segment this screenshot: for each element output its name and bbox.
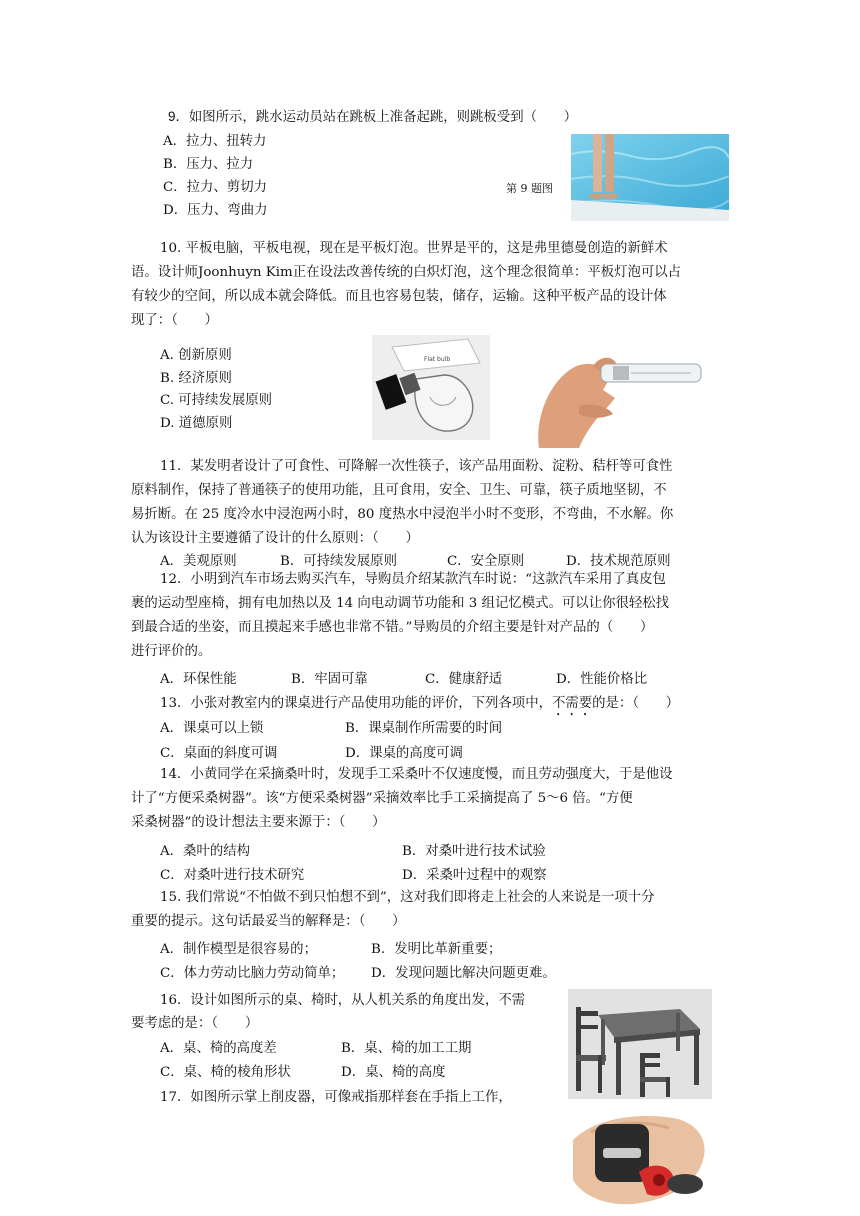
q12-stem: 12．小明到汽车市场去购买汽车，导购员介绍某款汽车时说：“这款汽车采用了真皮包 裹的运动型座椅，拥有电加热以及 14 向电动调节功能和 3 组记忆模式。可以让你很轻松找 到最合适的坐姿，而且摸起来手感也非常不错。”导购员的介绍主要是针对产品的（ ） 进行评价的。 [131, 572, 670, 659]
q9-option-b: B．压力、拉力 [163, 157, 254, 172]
q13-stem: 13．小张对教室内的课桌进行产品使用功能的评价，下列各项中，不需要的是：（ ） [160, 696, 680, 711]
q14-option-a: A．桑叶的结构 [160, 844, 251, 859]
q13-option-b: B．课桌制作所需要的时间 [345, 721, 503, 736]
q9-option-a: A．拉力、扭转力 [163, 134, 267, 149]
q15-stem: 15. 我们常说“不怕做不到只怕想不到”，这对我们即将走上社会的人来说是一项十分 重要的提示。这句话最妥当的解释是：（ ） [131, 890, 655, 929]
flat-bulb-box-label: Flat bulb [424, 356, 451, 363]
q11-option-d: D．技术规范原则 [566, 554, 671, 569]
q13-option-a: A．课桌可以上锁 [160, 721, 264, 736]
q9-figure-caption: 第 9 题图 [506, 182, 553, 195]
q15-option-d: D．发现问题比解决问题更难。 [371, 966, 556, 981]
q9-option-c: C．拉力、剪切力 [163, 180, 267, 195]
q12-option-d: D．性能价格比 [556, 672, 648, 687]
q10-option-a: A. 创新原则 [160, 348, 232, 363]
q14-option-d: D．采桑叶过程中的观察 [402, 868, 547, 883]
q15-option-b: B．发明比革新重要； [371, 942, 502, 957]
q16-option-c: C．桌、椅的棱角形状 [160, 1065, 291, 1080]
q16-option-a: A．桌、椅的高度差 [160, 1041, 277, 1056]
palm-peeler-photo [573, 1100, 711, 1212]
hand-holding-flat-bulb-photo [531, 336, 707, 448]
q14-option-c: C．对桑叶进行技术研究 [160, 868, 305, 883]
q16-option-d: D．桌、椅的高度 [341, 1065, 446, 1080]
q10-option-c: C. 可持续发展原则 [160, 393, 273, 408]
q10-option-d: D. 道德原则 [160, 416, 233, 431]
q11-stem: 11．某发明者设计了可食性、可降解一次性筷子，该产品用面粉、淀粉、秸杆等可食性 原料制作，保持了普通筷子的使用功能，且可食用，安全、卫生、可靠，筷子质地坚韧，不 易折断。在 25 度冷水中浸泡两小时，80 度热水中浸泡半小时不变形，不弯曲，不水解。你 认为该设计主要遵循了设计的什么原则：（ ） [131, 459, 674, 546]
q9-stem: 9．如图所示，跳水运动员站在跳板上准备起跳，则跳板受到（ ） [168, 109, 578, 125]
q17-stem-line1: 17．如图所示掌上削皮器，可像戒指那样套在手指上工作， [160, 1090, 512, 1105]
q16-stem-line1: 16．设计如图所示的桌、椅时，从人机关系的角度出发，不需 [160, 993, 526, 1008]
q14-stem: 14．小黄同学在采摘桑叶时，发现手工采桑叶不仅速度慢，而且劳动强度大，于是他设 计了“方便采桑树器”。该“方便采桑树器”采摘效率比手工采摘提高了 5～6 倍。“方便 采桑树器”的设计想法主要来源于：（ ） [131, 767, 673, 830]
q13-emphasis: 不需要 [551, 696, 593, 711]
q12-option-c: C．健康舒适 [425, 672, 503, 687]
diving-board-photo [571, 134, 729, 221]
flat-bulb-package-photo [372, 335, 490, 440]
q13-option-d: D．课桌的高度可调 [345, 746, 463, 761]
q14-option-b: B．对桑叶进行技术试验 [402, 844, 546, 859]
q12-option-a: A．环保性能 [160, 672, 237, 687]
q16-option-b: B．桌、椅的加工工期 [341, 1041, 472, 1056]
q12-option-b: B．牢固可靠 [291, 672, 368, 687]
q15-option-c: C．体力劳动比脑力劳动简单； [160, 966, 345, 981]
q9-option-d: D．压力、弯曲力 [163, 203, 268, 218]
q13-option-c: C．桌面的斜度可调 [160, 746, 278, 761]
q10-option-b: B. 经济原则 [160, 371, 232, 386]
q11-option-c: C．安全原则 [447, 554, 525, 569]
table-and-chairs-photo [568, 989, 712, 1099]
q10-stem: 10. 平板电脑，平板电视，现在是平板灯泡。世界是平的，这是弗里德曼创造的新鲜术 语。设计师Joonhuyn Kim正在设法改善传统的白炽灯泡，这个理念很简单：平板灯泡可以占 有较少的空间，所以成本就会降低。而且也容易包装，储存，运输。这种平板产品的设计体 现了：（ ） [131, 241, 682, 328]
q11-option-b: B．可持续发展原则 [280, 554, 397, 569]
q16-stem-line2: 要考虑的是：（ ） [131, 1016, 259, 1031]
q11-option-a: A．美观原则 [160, 554, 237, 569]
q15-option-a: A．制作模型是很容易的； [160, 942, 317, 957]
